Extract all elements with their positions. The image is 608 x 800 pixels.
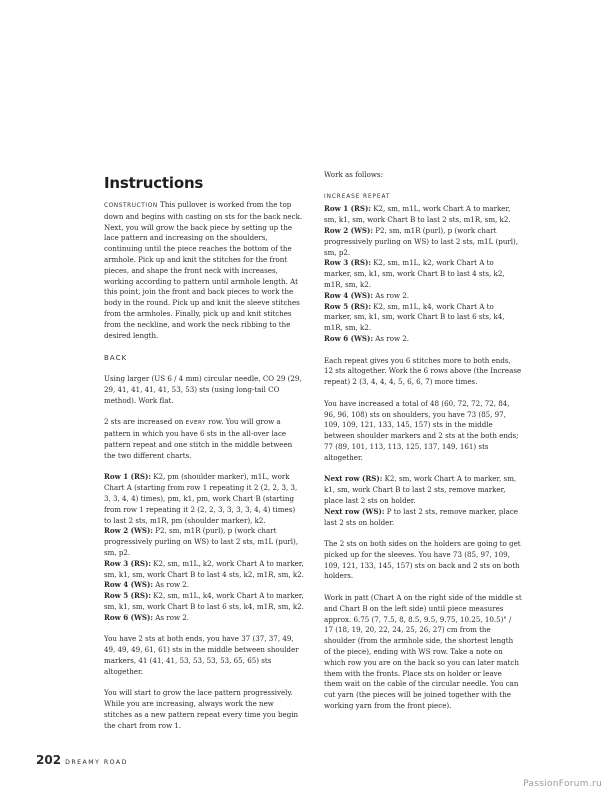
increase-summary-paragraph: You have 2 sts at both ends, you have 37 (37, 37, 49, 49, 49, 49, 61, 61) sts in the middle between shoulder markers, 41 (41, 41, 53, 53, 53, 53, 65, 65) sts altogether. xyxy=(104,634,299,676)
row-text: K2, sm, m1L, k2, work Chart A to marker, sm, k1, sm, work Chart B to last 4 sts, k2, m1R, sm, k2. xyxy=(324,258,505,289)
work-as-follows: Work as follows: xyxy=(324,170,383,179)
repeat-row xyxy=(324,258,522,290)
back-section-title: BACK xyxy=(104,354,128,363)
row-label: Row 4 (WS): xyxy=(324,290,374,300)
row-label: Row 1 (RS): xyxy=(104,472,151,482)
row-text: As row 2. xyxy=(153,580,190,590)
increase-text-post: row. You will grow a pattern in which you have 6 sts in the all-over lace pattern repeat and one stitch in the middle between the two different charts. xyxy=(104,417,293,460)
construction-text: This pullover is worked from the top down and begins with casting on sts for the back neck. Next, you will grow the back piece by setting up the lace pattern and increasing on the shoulders, continuing until the piece reaches the bottom of the armhole. Pick up and knit the stitches for the front pieces, and shape the front neck with increases, working according to pattern until armhole length. At this point, join the front and back pieces to work the body in the round. Pick up and knit the sleeve stitches from the armholes. Finally, pick up and knit stitches from the neckline, and work the neck ribbing to the desired length. xyxy=(104,200,303,340)
row-text: As row 2. xyxy=(373,290,410,300)
construction-label: CONSTRUCTION xyxy=(104,203,158,209)
increase-text-caps: EVERY xyxy=(185,420,206,427)
row-label: Row 6 (WS): xyxy=(104,612,154,622)
row-label: Row 4 (WS): xyxy=(104,580,154,590)
increase-repeat-title: INCREASE REPEAT xyxy=(324,193,391,200)
increase-rows xyxy=(324,204,522,344)
right-column xyxy=(324,170,522,723)
row-text: K2, sm, m1L, k4, work Chart A to marker, sm, k1, sm, work Chart B to last 6 sts, k4, m1R, sm, k2. xyxy=(104,591,304,611)
progress-note-paragraph: You will start to grow the lace pattern progressively. While you are increasing, always work the new stitches as a new pattern repeat every time you begin the chart from row 1. xyxy=(104,688,299,730)
back-rows xyxy=(104,472,304,623)
row-text: P to last 2 sts, remove marker, place last 2 sts on holder. xyxy=(324,506,518,527)
back-row xyxy=(104,526,304,558)
page-footer xyxy=(36,749,128,768)
row-text: P2, sm, m1R (purl), p (work chart progressively purling on WS) to last 2 sts, m1L (purl), sm, p2. xyxy=(324,225,519,257)
row-text: As row 2. xyxy=(373,333,410,343)
increase-text-pre: 2 sts are increased on xyxy=(104,417,186,427)
increase-paragraph xyxy=(104,417,304,461)
row-label: Row 5 (RS): xyxy=(104,591,151,601)
back-row xyxy=(104,613,304,624)
row-text: K2, sm, work Chart A to marker, sm, k1, sm, work Chart B to last 2 sts, remove marker, place last 2 sts on holder. xyxy=(324,474,517,505)
back-row xyxy=(104,559,304,581)
row-label: Row 2 (WS): xyxy=(324,225,374,235)
row-label: Next row (WS): xyxy=(324,506,385,516)
page-number: 202 xyxy=(36,753,62,767)
row-text: As row 2. xyxy=(153,612,190,622)
repeat-row xyxy=(324,334,522,345)
repeat-row xyxy=(324,291,522,302)
repeat-note-paragraph: Each repeat gives you 6 stitches more to both ends, 12 sts altogether. Work the 6 rows above (the Increase repeat) 2 (3, 4, 4, 4, 5, 6, 6, 7) more times. xyxy=(324,355,522,387)
row-label: Row 1 (RS): xyxy=(324,204,371,214)
back-row xyxy=(104,580,304,591)
next-row xyxy=(324,507,522,529)
row-label: Next row (RS): xyxy=(324,474,383,484)
back-row xyxy=(104,591,304,613)
next-row xyxy=(324,474,522,506)
repeat-row xyxy=(324,226,522,258)
row-label: Row 3 (RS): xyxy=(324,258,371,268)
row-text: K2, sm, m1L, work Chart A to marker, sm, k1, sm, work Chart B to last 2 sts, m1R, sm, k2. xyxy=(324,204,511,225)
book-title: DREAMY ROAD xyxy=(65,759,128,766)
row-label: Row 5 (RS): xyxy=(324,301,371,311)
row-label: Row 3 (RS): xyxy=(104,558,151,568)
holder-note-paragraph: The 2 sts on both sides on the holders are going to get picked up for the sleeves. You have 73 (85, 97, 109, 109, 121, 133, 145, 157) sts on back and 2 sts on both holders. xyxy=(324,539,521,581)
repeat-row xyxy=(324,204,522,226)
page-title: Instructions xyxy=(104,174,204,192)
left-column xyxy=(104,170,304,742)
total-note-paragraph: You have increased a total of 48 (60, 72, 72, 72, 84, 96, 96, 108) sts on shoulders, you have 73 (85, 97, 109, 109, 121, 133, 145, 157) sts in the middle between shoulder markers and 2 sts at the both ends; 77 (89, 101, 113, 113, 125, 137, 149, 161) sts altogether. xyxy=(324,398,519,462)
row-text: K2, pm (shoulder marker), m1L, work Chart A (starting from row 1 repeating it 2 (2, 2, 3, 3, 3, 3, 4, 4) times), pm, k1, pm, work Chart B (starting from row 1 repeating it 2 (2, 2, 3, 3, 3, 3, 4, 4) times) to last 2 sts, m1R, pm (shoulder marker), k2. xyxy=(104,472,298,525)
next-rows xyxy=(324,474,522,528)
back-row xyxy=(104,472,304,526)
row-label: Row 2 (WS): xyxy=(104,526,154,536)
row-text: K2, sm, m1L, k4, work Chart A to marker, sm, k1, sm, work Chart B to last 6 sts, k4, m1R, sm, k2. xyxy=(324,301,505,333)
row-text: K2, sm, m1L, k2, work Chart A to marker, sm, k1, sm, work Chart B to last 4 sts, k2, m1R, sm, k2. xyxy=(104,558,304,579)
pattern-note-paragraph: Work in patt (Chart A on the right side of the middle st and Chart B on the left side) until piece measures approx. 6.75 (7, 7.5, 8, 8.5, 9.5, 9.75, 10.25, 10.5)" / 17 (18, 19, 20, 22, 24, 25, 26, 27) cm from the shoulder (from the armhole side, the shortest length of the piece), ending with WS row. Take a note on which row you are on the back so you can later match them with the fronts. Place sts on holder or leave them wait on the cable of the circular needle. You can cut yarn (the pieces will be joined together with the working yarn from the front piece). xyxy=(324,593,522,711)
repeat-row xyxy=(324,302,522,334)
row-text: P2, sm, m1R (purl), p (work chart progressively purling on WS) to last 2 sts, m1L (purl), sm, p2. xyxy=(104,526,299,557)
construction-paragraph xyxy=(104,200,304,341)
watermark: PassionForum.ru xyxy=(523,779,602,789)
row-label: Row 6 (WS): xyxy=(324,333,374,343)
cast-on-paragraph: Using larger (US 6 / 4 mm) circular needle, CO 29 (29, 29, 41, 41, 41, 41, 53, 53) sts (using long-tail CO method). Work flat. xyxy=(104,374,302,405)
